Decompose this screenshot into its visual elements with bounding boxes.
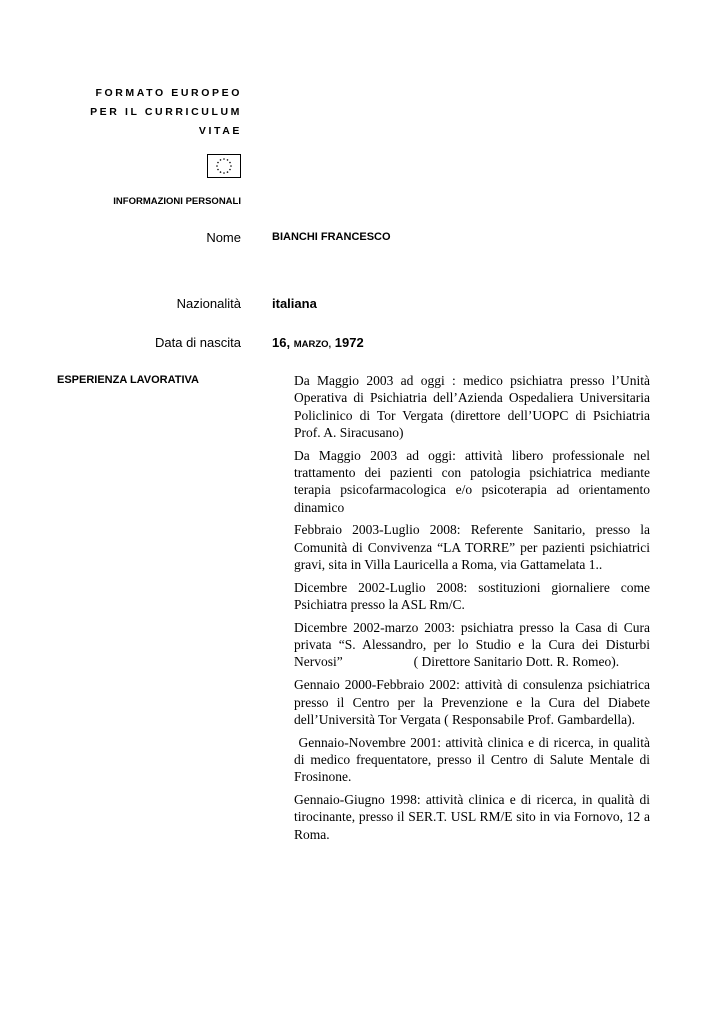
- experience-entry: Gennaio-Giugno 1998: attività clinica e di ricerca, in qualità di tirocinante, presso il SER.T. USL RM/E sito in via Fornovo, 12 a Roma.: [294, 792, 650, 842]
- work-experience-list: [294, 372, 654, 848]
- eu-flag-icon: [207, 154, 241, 178]
- experience-entry: Gennaio 2000-Febbraio 2002: attività di consulenza psichiatrica presso il Centro per la Prevenzione e la Cura del Diabete dell’Università Tor Vergata ( Responsabile Prof. Gambardella).: [294, 677, 650, 727]
- experience-entry: Da Maggio 2003 ad oggi : medico psichiatra presso l’Unità Operativa di Psichiatria dell’Azienda Ospedaliera Universitaria Policlinico di Tor Vergata (direttore dell’UOPC di Psichiatria Prof. A. Siracusano): [294, 373, 650, 440]
- personal-info-heading: INFORMAZIONI PERSONALI: [113, 196, 241, 207]
- title-line-3: VITAE: [198, 125, 242, 137]
- birth-month: MARZO,: [293, 339, 332, 350]
- experience-entry: Gennaio-Novembre 2001: attività clinica e di ricerca, in qualità di medico frequentatore, presso il Centro di Salute Mentale di Frosinone.: [294, 734, 654, 785]
- birth-year: 1972: [334, 335, 364, 350]
- nationality-value: italiana: [272, 296, 317, 311]
- work-experience-heading: ESPERIENZA LAVORATIVA: [57, 374, 199, 386]
- birth-date-label: Data di nascita: [155, 335, 241, 350]
- experience-entry: Da Maggio 2003 ad oggi: attività libero professionale nel trattamento dei pazienti con patologia psichiatrica mediante terapia psicofarmacologica e/o psicoterapia ad orientamento dinamico: [294, 447, 650, 515]
- experience-entry: Dicembre 2002-Luglio 2008: sostituzioni giornaliere come Psichiatra presso la ASL Rm/C.: [294, 579, 650, 613]
- birth-day: 16,: [272, 335, 291, 350]
- name-label: Nome: [206, 230, 241, 245]
- name-value: BIANCHI FRANCESCO: [272, 231, 391, 243]
- document-title: [2, 84, 242, 141]
- experience-entry: Febbraio 2003-Luglio 2008: Referente Sanitario, presso la Comunità di Convivenza “LA TORRE” per pazienti psichiatrici gravi, sita in Villa Lauricella a Roma, via Gattamelata 1..: [294, 522, 650, 572]
- birth-date-value: [272, 335, 364, 350]
- experience-entry: Dicembre 2002-marzo 2003: psichiatra presso la Casa di Cura privata “S. Alessandro, per lo Studio e la Cura dei Disturbi Nervosi” ( Direttore Sanitario Dott. R. Romeo).: [294, 619, 654, 670]
- title-line-2: PER IL CURRICULUM: [90, 106, 242, 118]
- nationality-label: Nazionalità: [176, 296, 241, 311]
- title-line-1: FORMATO EUROPEO: [95, 87, 242, 99]
